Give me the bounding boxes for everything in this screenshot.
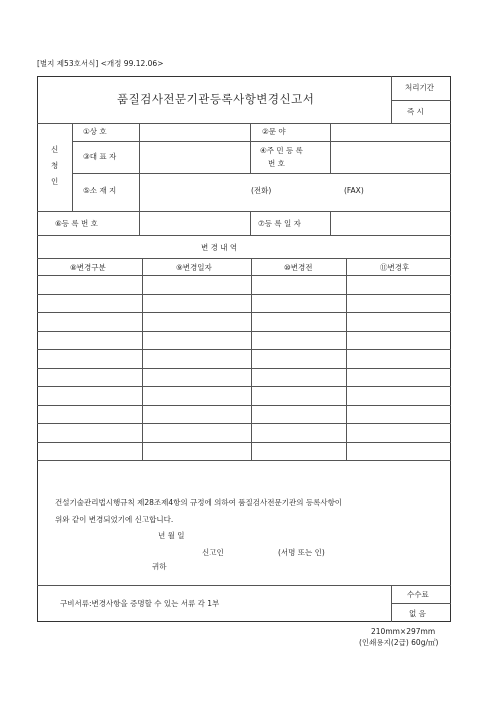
reporter-label: 신고인 (202, 548, 224, 557)
table-cell[interactable] (144, 333, 249, 348)
resident-number-label-2: 번 호 (268, 159, 285, 168)
table-cell[interactable] (253, 277, 344, 292)
table-cell[interactable] (253, 370, 344, 385)
paper-size: 210mm×297mm (371, 627, 436, 636)
table-cell[interactable] (144, 388, 249, 403)
table-cell[interactable] (253, 425, 344, 440)
phone-label: (전화) (251, 186, 272, 195)
table-cell[interactable] (39, 370, 140, 385)
line-applicant-2 (72, 173, 451, 174)
resident-number-field[interactable] (332, 143, 449, 171)
line-applicant-3 (37, 211, 451, 212)
applicant-label-col (139, 123, 140, 211)
table-cell[interactable] (253, 314, 344, 329)
processing-divider (391, 100, 451, 101)
column-after: ⑪변경후 (380, 263, 410, 272)
table-cell[interactable] (348, 277, 449, 292)
table-cell[interactable] (253, 407, 344, 422)
table-column-line (346, 258, 347, 460)
table-cell[interactable] (253, 388, 344, 403)
changes-title: 변 경 내 역 (201, 243, 238, 252)
line-fee-mid (391, 603, 451, 604)
form-title: 품질검사전문기관등록사항변경신고서 (117, 92, 315, 106)
table-column-line (251, 258, 252, 460)
form-number: [별지 제53호서식] <개정 99.12.06> (37, 59, 164, 68)
table-cell[interactable] (144, 370, 249, 385)
table-cell[interactable] (253, 351, 344, 366)
trade-name-label: ①상 호 (83, 127, 107, 136)
line-applicant-1 (72, 141, 451, 142)
name-label: ②문 야 (262, 127, 286, 136)
trade-name-field[interactable] (141, 125, 248, 139)
table-cell[interactable] (348, 333, 449, 348)
table-cell[interactable] (348, 370, 449, 385)
table-cell[interactable] (348, 351, 449, 366)
table-cell[interactable] (144, 444, 249, 459)
applicant-right-col (330, 123, 331, 173)
fax-label: (FAX) (344, 186, 364, 195)
table-cell[interactable] (39, 425, 140, 440)
fee-label: 수수료 (407, 590, 429, 599)
table-row-line (37, 312, 451, 313)
signature-label: (서명 또는 인) (278, 548, 325, 557)
column-change-date: ⑨변경일자 (176, 263, 212, 272)
paper-spec: (인쇄용지(2급) 60g/㎡) (359, 638, 439, 647)
table-row-line (37, 386, 451, 387)
attachments-text: 구비서류:변경사항을 증명할 수 있는 서류 각 1부 (60, 599, 220, 608)
table-cell[interactable] (348, 314, 449, 329)
table-row-line (37, 423, 451, 424)
table-cell[interactable] (253, 444, 344, 459)
line-registration-bottom (37, 235, 451, 236)
table-cell[interactable] (39, 314, 140, 329)
table-row-line (37, 405, 451, 406)
applicant-label-2: 청 (51, 161, 59, 170)
table-cell[interactable] (144, 425, 249, 440)
table-cell[interactable] (144, 351, 249, 366)
table-cell[interactable] (348, 388, 449, 403)
applicant-label-1: 신 (51, 145, 59, 154)
table-cell[interactable] (144, 296, 249, 311)
registration-date-field[interactable] (332, 213, 449, 233)
column-change-type: ⑧변경구분 (70, 263, 106, 272)
table-cell[interactable] (144, 314, 249, 329)
table-cell[interactable] (348, 444, 449, 459)
registration-date-label: ⑦등 록 일 자 (258, 219, 301, 228)
applicant-divider (72, 123, 73, 211)
declaration-date: 년 월 일 (158, 531, 185, 540)
line-changes-title-bottom (37, 258, 451, 259)
name-field[interactable] (332, 125, 449, 139)
registration-number-field[interactable] (141, 213, 248, 233)
table-row-line (37, 442, 451, 443)
representative-label: ③대 표 자 (83, 152, 117, 161)
reg-col-2 (250, 211, 251, 235)
line-attachments-top (37, 585, 451, 586)
table-cell[interactable] (39, 444, 140, 459)
table-cell[interactable] (39, 277, 140, 292)
table-row-line (37, 349, 451, 350)
table-cell[interactable] (253, 333, 344, 348)
resident-number-label-1: ④주 민 등 록 (260, 146, 303, 155)
table-cell[interactable] (144, 277, 249, 292)
table-cell[interactable] (348, 296, 449, 311)
reg-col-3 (330, 211, 331, 235)
table-cell[interactable] (39, 296, 140, 311)
recipient-label: 귀하 (152, 562, 167, 571)
column-before: ⑩변경전 (284, 263, 313, 272)
table-cell[interactable] (39, 407, 140, 422)
table-column-line (142, 258, 143, 460)
applicant-mid-col (250, 123, 251, 173)
table-cell[interactable] (348, 425, 449, 440)
table-cell[interactable] (39, 351, 140, 366)
table-row-line (37, 460, 451, 461)
registration-number-label: ⑥등 록 번 호 (55, 219, 98, 228)
address-field[interactable] (141, 175, 249, 209)
table-row-line (37, 275, 451, 276)
processing-period-value: 즉 시 (407, 107, 424, 116)
declaration-line-1: 건설기술관리법시행규칙 제28조제4항의 규정에 의하여 품질검사전문기관의 등록사항이 (55, 498, 343, 507)
processing-period-label: 처리기간 (405, 83, 434, 92)
table-cell[interactable] (39, 333, 140, 348)
table-cell[interactable] (253, 296, 344, 311)
address-label: ⑤소 재 지 (83, 186, 117, 195)
representative-field[interactable] (141, 143, 248, 171)
table-cell[interactable] (348, 407, 449, 422)
line-title-bottom (37, 123, 451, 124)
table-cell[interactable] (144, 407, 249, 422)
applicant-label-3: 인 (51, 177, 59, 186)
table-row-line (37, 331, 451, 332)
table-row-line (37, 368, 451, 369)
fee-value: 없 음 (409, 609, 426, 618)
declaration-line-2: 위와 같이 변경되었기에 신고합니다. (55, 515, 174, 524)
table-row-line (37, 294, 451, 295)
reg-col-1 (139, 211, 140, 235)
table-cell[interactable] (39, 388, 140, 403)
